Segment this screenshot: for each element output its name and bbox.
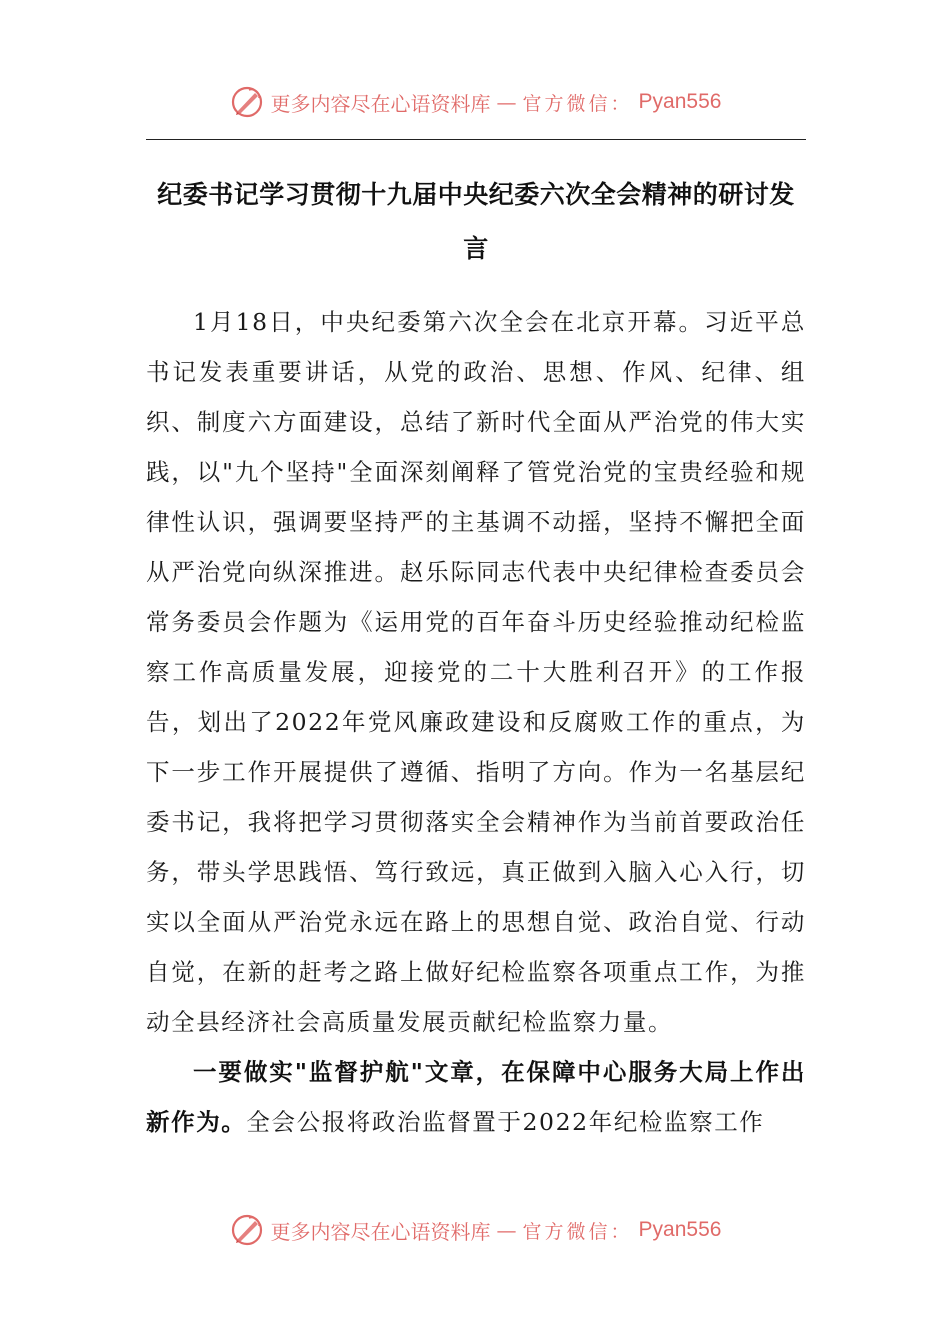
pen-circle-logo-icon (229, 84, 265, 120)
banner-dash: — (496, 1218, 517, 1242)
paragraph-point-one-text: 全会公报将政治监督置于2022年纪检监察工作 (246, 1108, 765, 1136)
pen-circle-logo-icon (229, 1212, 265, 1248)
banner-wechat-label: 官方微信： (522, 1220, 633, 1243)
paragraph-point-one (146, 1047, 806, 1147)
paragraph-intro: 1月18日，中央纪委第六次全会在北京开幕。习近平总书记发表重要讲话，从党的政治、思想、作风、纪律、组织、制度六方面建设，总结了新时代全面从严治党的伟大实践，以"九个坚持"全面深刻阐释了管党治党的宝贵经验和规律性认识，强调要坚持严的主基调不动摇，坚持不懈把全面从严治党向纵深推进。赵乐际同志代表中央纪律检查委员会常务委员会作题为《运用党的百年奋斗历史经验推动纪检监察工作高质量发展，迎接党的二十大胜利召开》的工作报告，划出了2022年党风廉政建设和反腐败工作的重点，为下一步工作开展提供了遵循、指明了方向。作为一名基层纪委书记，我将把学习贯彻落实全会精神作为当前首要政治任务，带头学思践悟、笃行致远，真正做到入脑入心入行，切实以全面从严治党永远在路上的思想自觉、政治自觉、行动自觉，在新的赶考之路上做好纪检监察各项重点工作，为推动全县经济社会高质量发展贡献纪检监察力量。 (146, 308, 806, 1036)
banner-wechat-handle: Pyan556 (638, 1218, 722, 1241)
document-title: 纪委书记学习贯彻十九届中央纪委六次全会精神的研讨发言 (157, 180, 795, 263)
banner-wechat-handle: Pyan556 (638, 90, 722, 113)
banner-wechat-label: 官方微信： (522, 92, 633, 115)
banner-dash: — (496, 90, 517, 114)
header-divider (146, 139, 806, 140)
paragraph-point-one-lead: 一要做实"监督护航"文章，在保障中心服务大局上作出新作为。 (146, 1058, 806, 1136)
banner-main-text: 更多内容尽在心语资料库 (270, 91, 491, 116)
document-body (146, 297, 806, 1147)
banner-main-text: 更多内容尽在心语资料库 (270, 1219, 491, 1244)
header-banner (0, 82, 950, 122)
footer-banner (0, 1210, 950, 1250)
